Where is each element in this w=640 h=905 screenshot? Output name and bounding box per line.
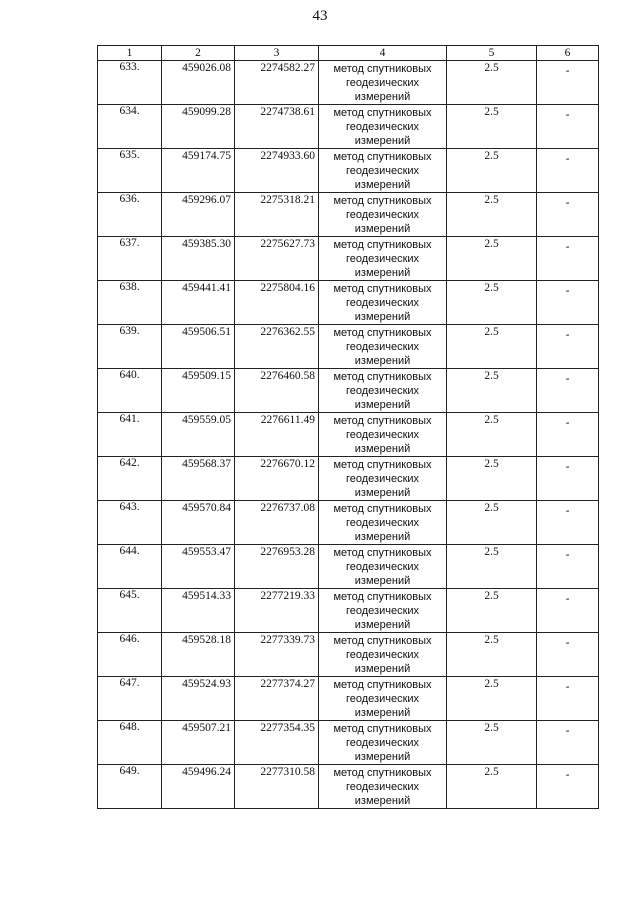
y-coordinate-cell: 2277310.58 xyxy=(235,765,319,809)
method-cell: метод спутниковых геодезических измерений xyxy=(319,193,447,237)
point-number-cell: 639. xyxy=(98,325,162,369)
point-number-cell: 649. xyxy=(98,765,162,809)
x-coordinate-cell: 459559.05 xyxy=(162,413,235,457)
x-coordinate-cell: 459506.51 xyxy=(162,325,235,369)
y-coordinate-cell: 2277354.35 xyxy=(235,721,319,765)
header-row xyxy=(98,46,599,61)
method-cell: метод спутниковых геодезических измерений xyxy=(319,237,447,281)
note-cell: - xyxy=(537,105,599,149)
point-number-cell: 633. xyxy=(98,61,162,105)
note-cell: - xyxy=(537,633,599,677)
y-coordinate-cell: 2276362.55 xyxy=(235,325,319,369)
accuracy-cell: 2.5 xyxy=(447,413,537,457)
accuracy-cell: 2.5 xyxy=(447,281,537,325)
point-number-cell: 647. xyxy=(98,677,162,721)
point-number-cell: 640. xyxy=(98,369,162,413)
column-header: 1 xyxy=(98,46,162,61)
x-coordinate-cell: 459296.07 xyxy=(162,193,235,237)
y-coordinate-cell: 2276611.49 xyxy=(235,413,319,457)
note-cell: - xyxy=(537,193,599,237)
x-coordinate-cell: 459568.37 xyxy=(162,457,235,501)
table-row xyxy=(98,721,599,765)
y-coordinate-cell: 2276953.28 xyxy=(235,545,319,589)
table-row xyxy=(98,633,599,677)
method-cell: метод спутниковых геодезических измерений xyxy=(319,61,447,105)
x-coordinate-cell: 459026.08 xyxy=(162,61,235,105)
x-coordinate-cell: 459174.75 xyxy=(162,149,235,193)
point-number-cell: 642. xyxy=(98,457,162,501)
method-cell: метод спутниковых геодезических измерений xyxy=(319,545,447,589)
x-coordinate-cell: 459509.15 xyxy=(162,369,235,413)
table-row xyxy=(98,237,599,281)
table-body xyxy=(98,61,599,809)
accuracy-cell: 2.5 xyxy=(447,149,537,193)
x-coordinate-cell: 459514.33 xyxy=(162,589,235,633)
note-cell: - xyxy=(537,545,599,589)
note-cell: - xyxy=(537,237,599,281)
y-coordinate-cell: 2275318.21 xyxy=(235,193,319,237)
note-cell: - xyxy=(537,677,599,721)
method-cell: метод спутниковых геодезических измерений xyxy=(319,413,447,457)
accuracy-cell: 2.5 xyxy=(447,457,537,501)
note-cell: - xyxy=(537,589,599,633)
y-coordinate-cell: 2274582.27 xyxy=(235,61,319,105)
y-coordinate-cell: 2276737.08 xyxy=(235,501,319,545)
x-coordinate-cell: 459507.21 xyxy=(162,721,235,765)
y-coordinate-cell: 2277339.73 xyxy=(235,633,319,677)
note-cell: - xyxy=(537,721,599,765)
column-header: 6 xyxy=(537,46,599,61)
point-number-cell: 637. xyxy=(98,237,162,281)
column-header: 3 xyxy=(235,46,319,61)
accuracy-cell: 2.5 xyxy=(447,193,537,237)
point-number-cell: 635. xyxy=(98,149,162,193)
x-coordinate-cell: 459570.84 xyxy=(162,501,235,545)
table-row xyxy=(98,545,599,589)
table-row xyxy=(98,281,599,325)
accuracy-cell: 2.5 xyxy=(447,237,537,281)
column-header: 5 xyxy=(447,46,537,61)
table-row xyxy=(98,149,599,193)
method-cell: метод спутниковых геодезических измерений xyxy=(319,677,447,721)
table-row xyxy=(98,501,599,545)
table-row xyxy=(98,193,599,237)
method-cell: метод спутниковых геодезических измерений xyxy=(319,633,447,677)
method-cell: метод спутниковых геодезических измерений xyxy=(319,105,447,149)
y-coordinate-cell: 2276670.12 xyxy=(235,457,319,501)
column-header: 2 xyxy=(162,46,235,61)
method-cell: метод спутниковых геодезических измерений xyxy=(319,149,447,193)
note-cell: - xyxy=(537,61,599,105)
table-row xyxy=(98,457,599,501)
method-cell: метод спутниковых геодезических измерений xyxy=(319,765,447,809)
table-row xyxy=(98,765,599,809)
method-cell: метод спутниковых геодезических измерений xyxy=(319,369,447,413)
y-coordinate-cell: 2275627.73 xyxy=(235,237,319,281)
method-cell: метод спутниковых геодезических измерений xyxy=(319,325,447,369)
y-coordinate-cell: 2275804.16 xyxy=(235,281,319,325)
point-number-cell: 646. xyxy=(98,633,162,677)
x-coordinate-cell: 459441.41 xyxy=(162,281,235,325)
y-coordinate-cell: 2277374.27 xyxy=(235,677,319,721)
x-coordinate-cell: 459553.47 xyxy=(162,545,235,589)
page-number: 43 xyxy=(312,8,328,24)
table-row xyxy=(98,369,599,413)
accuracy-cell: 2.5 xyxy=(447,721,537,765)
table-row xyxy=(98,413,599,457)
table-row xyxy=(98,105,599,149)
x-coordinate-cell: 459524.93 xyxy=(162,677,235,721)
x-coordinate-cell: 459528.18 xyxy=(162,633,235,677)
accuracy-cell: 2.5 xyxy=(447,765,537,809)
column-header: 4 xyxy=(319,46,447,61)
method-cell: метод спутниковых геодезических измерений xyxy=(319,281,447,325)
accuracy-cell: 2.5 xyxy=(447,105,537,149)
method-cell: метод спутниковых геодезических измерений xyxy=(319,721,447,765)
accuracy-cell: 2.5 xyxy=(447,501,537,545)
note-cell: - xyxy=(537,765,599,809)
note-cell: - xyxy=(537,369,599,413)
y-coordinate-cell: 2276460.58 xyxy=(235,369,319,413)
method-cell: метод спутниковых геодезических измерений xyxy=(319,457,447,501)
note-cell: - xyxy=(537,413,599,457)
table-row xyxy=(98,61,599,105)
accuracy-cell: 2.5 xyxy=(447,545,537,589)
note-cell: - xyxy=(537,457,599,501)
accuracy-cell: 2.5 xyxy=(447,633,537,677)
point-number-cell: 636. xyxy=(98,193,162,237)
note-cell: - xyxy=(537,325,599,369)
point-number-cell: 645. xyxy=(98,589,162,633)
accuracy-cell: 2.5 xyxy=(447,677,537,721)
note-cell: - xyxy=(537,149,599,193)
y-coordinate-cell: 2277219.33 xyxy=(235,589,319,633)
point-number-cell: 643. xyxy=(98,501,162,545)
method-cell: метод спутниковых геодезических измерений xyxy=(319,501,447,545)
method-cell: метод спутниковых геодезических измерений xyxy=(319,589,447,633)
y-coordinate-cell: 2274738.61 xyxy=(235,105,319,149)
point-number-cell: 634. xyxy=(98,105,162,149)
note-cell: - xyxy=(537,501,599,545)
x-coordinate-cell: 459385.30 xyxy=(162,237,235,281)
accuracy-cell: 2.5 xyxy=(447,61,537,105)
table-row xyxy=(98,325,599,369)
point-number-cell: 638. xyxy=(98,281,162,325)
accuracy-cell: 2.5 xyxy=(447,589,537,633)
point-number-cell: 648. xyxy=(98,721,162,765)
y-coordinate-cell: 2274933.60 xyxy=(235,149,319,193)
accuracy-cell: 2.5 xyxy=(447,325,537,369)
table-row xyxy=(98,677,599,721)
coordinates-table xyxy=(97,45,599,809)
point-number-cell: 644. xyxy=(98,545,162,589)
x-coordinate-cell: 459496.24 xyxy=(162,765,235,809)
note-cell: - xyxy=(537,281,599,325)
accuracy-cell: 2.5 xyxy=(447,369,537,413)
x-coordinate-cell: 459099.28 xyxy=(162,105,235,149)
table-row xyxy=(98,589,599,633)
point-number-cell: 641. xyxy=(98,413,162,457)
